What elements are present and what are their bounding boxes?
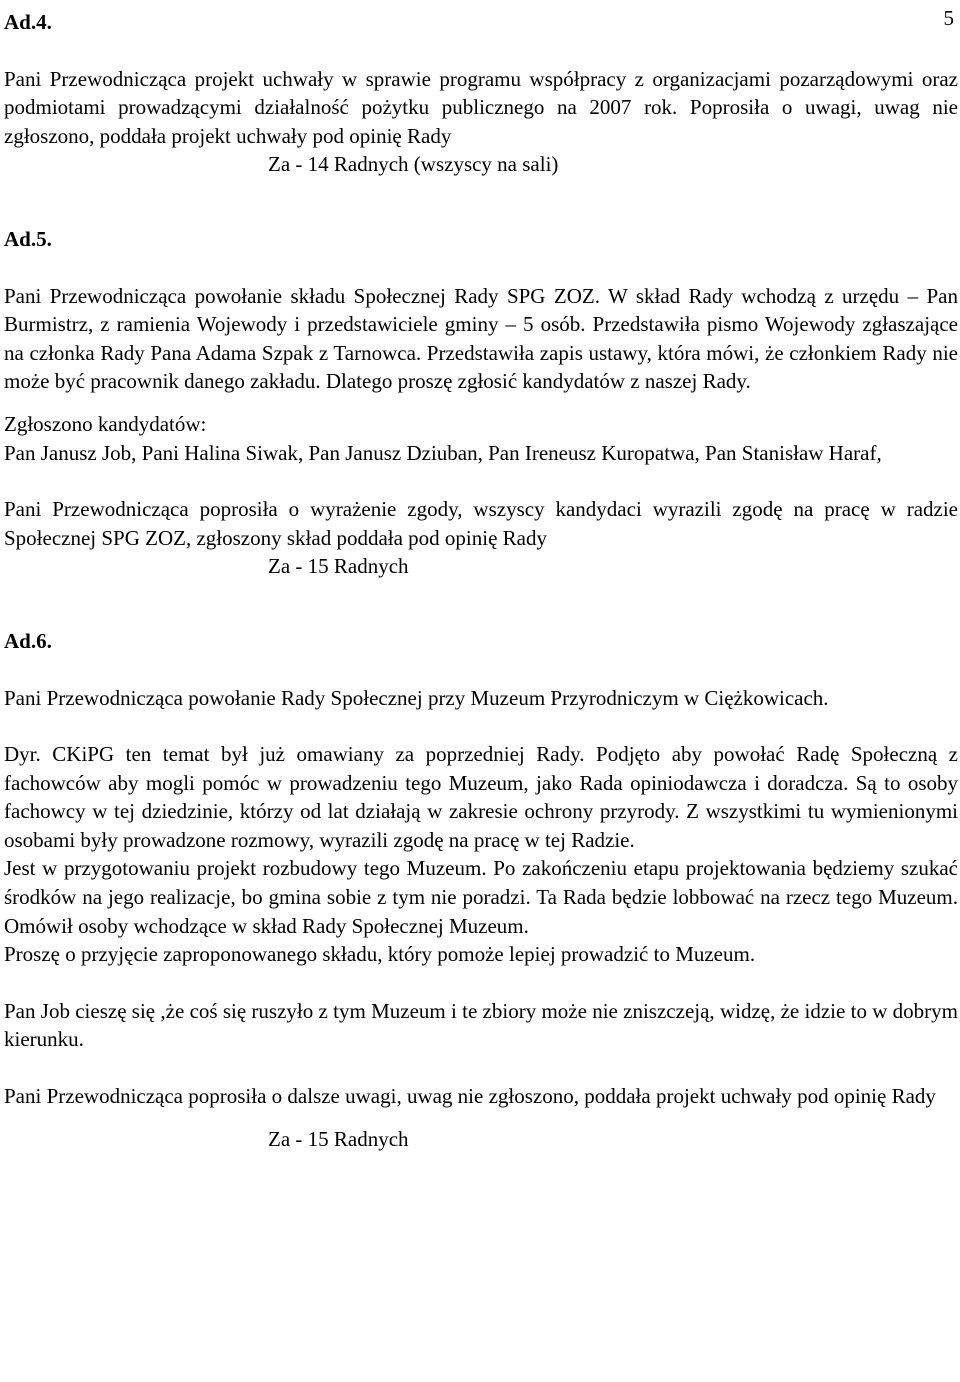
paragraph: Pani Przewodnicząca poprosiła o wyrażenie zgody, wszyscy kandydaci wyrazili zgodę na pracę w radzie Społecznej SPG ZOZ, zgłoszony skład poddała pod opinię Rady bbox=[4, 497, 958, 550]
paragraph: Dyr. CKiPG ten temat był już omawiany za poprzedniej Rady. Podjęto aby powołać Radę Społeczną z fachowców aby mogli pomóc w prowadzeniu tego Muzeum, jako Rada opiniodawcza i doradcza. Są to osoby fachowcy w tej dziedzinie, którzy od lat działają w zakresie ochrony przyrody. Z wszystkimi tu wymienionymi osobami były prowadzone rozmowy, wyrazili zgodę na pracę w tej Radzie. bbox=[4, 742, 958, 852]
paragraph: Pan Janusz Job, Pani Halina Siwak, Pan Janusz Dziuban, Pan Ireneusz Kuropatwa, Pan Stanisław Haraf, bbox=[4, 440, 882, 465]
paragraph: Pan Job cieszę się ,że coś się ruszyło z tym Muzeum i te zbiory może nie zniszczeją, widzę, że idzie to w dobrym kierunku. bbox=[4, 998, 958, 1052]
paragraph: Proszę o przyjęcie zaproponowanego składu, który pomoże lepiej prowadzić to Muzeum. bbox=[4, 942, 756, 967]
section-heading: Ad.6. bbox=[4, 628, 52, 653]
paragraph: Pani Przewodnicząca powołanie składu Społecznej Rady SPG ZOZ. W skład Rady wchodzą z urzędu – Pan Burmistrz, z ramienia Wojewody i przedstawiciele gminy – 5 osób. Przedstawiła pismo Wojewody zgłaszające na członka Rady Pana Adama Szpak z Tarnowca. Przedstawiła zapis ustawy, która mówi, że członkiem Rady nie może być pracownik danego zakładu. Dlatego proszę zgłosić kandydatów z naszej Rady. bbox=[4, 283, 958, 394]
page-number: 5 bbox=[943, 6, 954, 30]
paragraph: Pani Przewodnicząca poprosiła o dalsze uwagi, uwag nie zgłoszono, poddała projekt uchwały pod opinię Rady bbox=[4, 1084, 936, 1109]
section-heading: Ad.5. bbox=[4, 226, 52, 251]
vote-result: Za - 14 Radnych (wszyscy na sali) bbox=[268, 152, 559, 177]
document-page bbox=[4, 8, 958, 1153]
section-ad6 bbox=[4, 627, 958, 1153]
section-ad5 bbox=[4, 225, 958, 581]
section-ad4 bbox=[4, 8, 958, 179]
section-heading: Ad.4. bbox=[4, 10, 52, 34]
paragraph: Jest w przygotowaniu projekt rozbudowy tego Muzeum. Po zakończeniu etapu projektowania będziemy szukać środków na jego realizacje, bo gmina sobie z tym nie poradzi. Ta Rada będzie lobbować na rzecz tego Muzeum. Omówił osoby wchodzące w skład Rady Społecznej Muzeum. bbox=[4, 856, 958, 938]
paragraph: Pani Przewodnicząca projekt uchwały w sprawie programu współpracy z organizacjami pozarządowymi oraz podmiotami prowadzącymi działalność pożytku publicznego na 2007 rok. Poprosiła o uwagi, uwag nie zgłoszono, poddała projekt uchwały pod opinię Rady bbox=[4, 66, 958, 148]
vote-result: Za - 15 Radnych bbox=[268, 1126, 409, 1151]
paragraph: Zgłoszono kandydatów: bbox=[4, 411, 207, 436]
vote-result: Za - 15 Radnych bbox=[268, 554, 409, 579]
paragraph: Pani Przewodnicząca powołanie Rady Społecznej przy Muzeum Przyrodniczym w Ciężkowicach. bbox=[4, 685, 829, 710]
